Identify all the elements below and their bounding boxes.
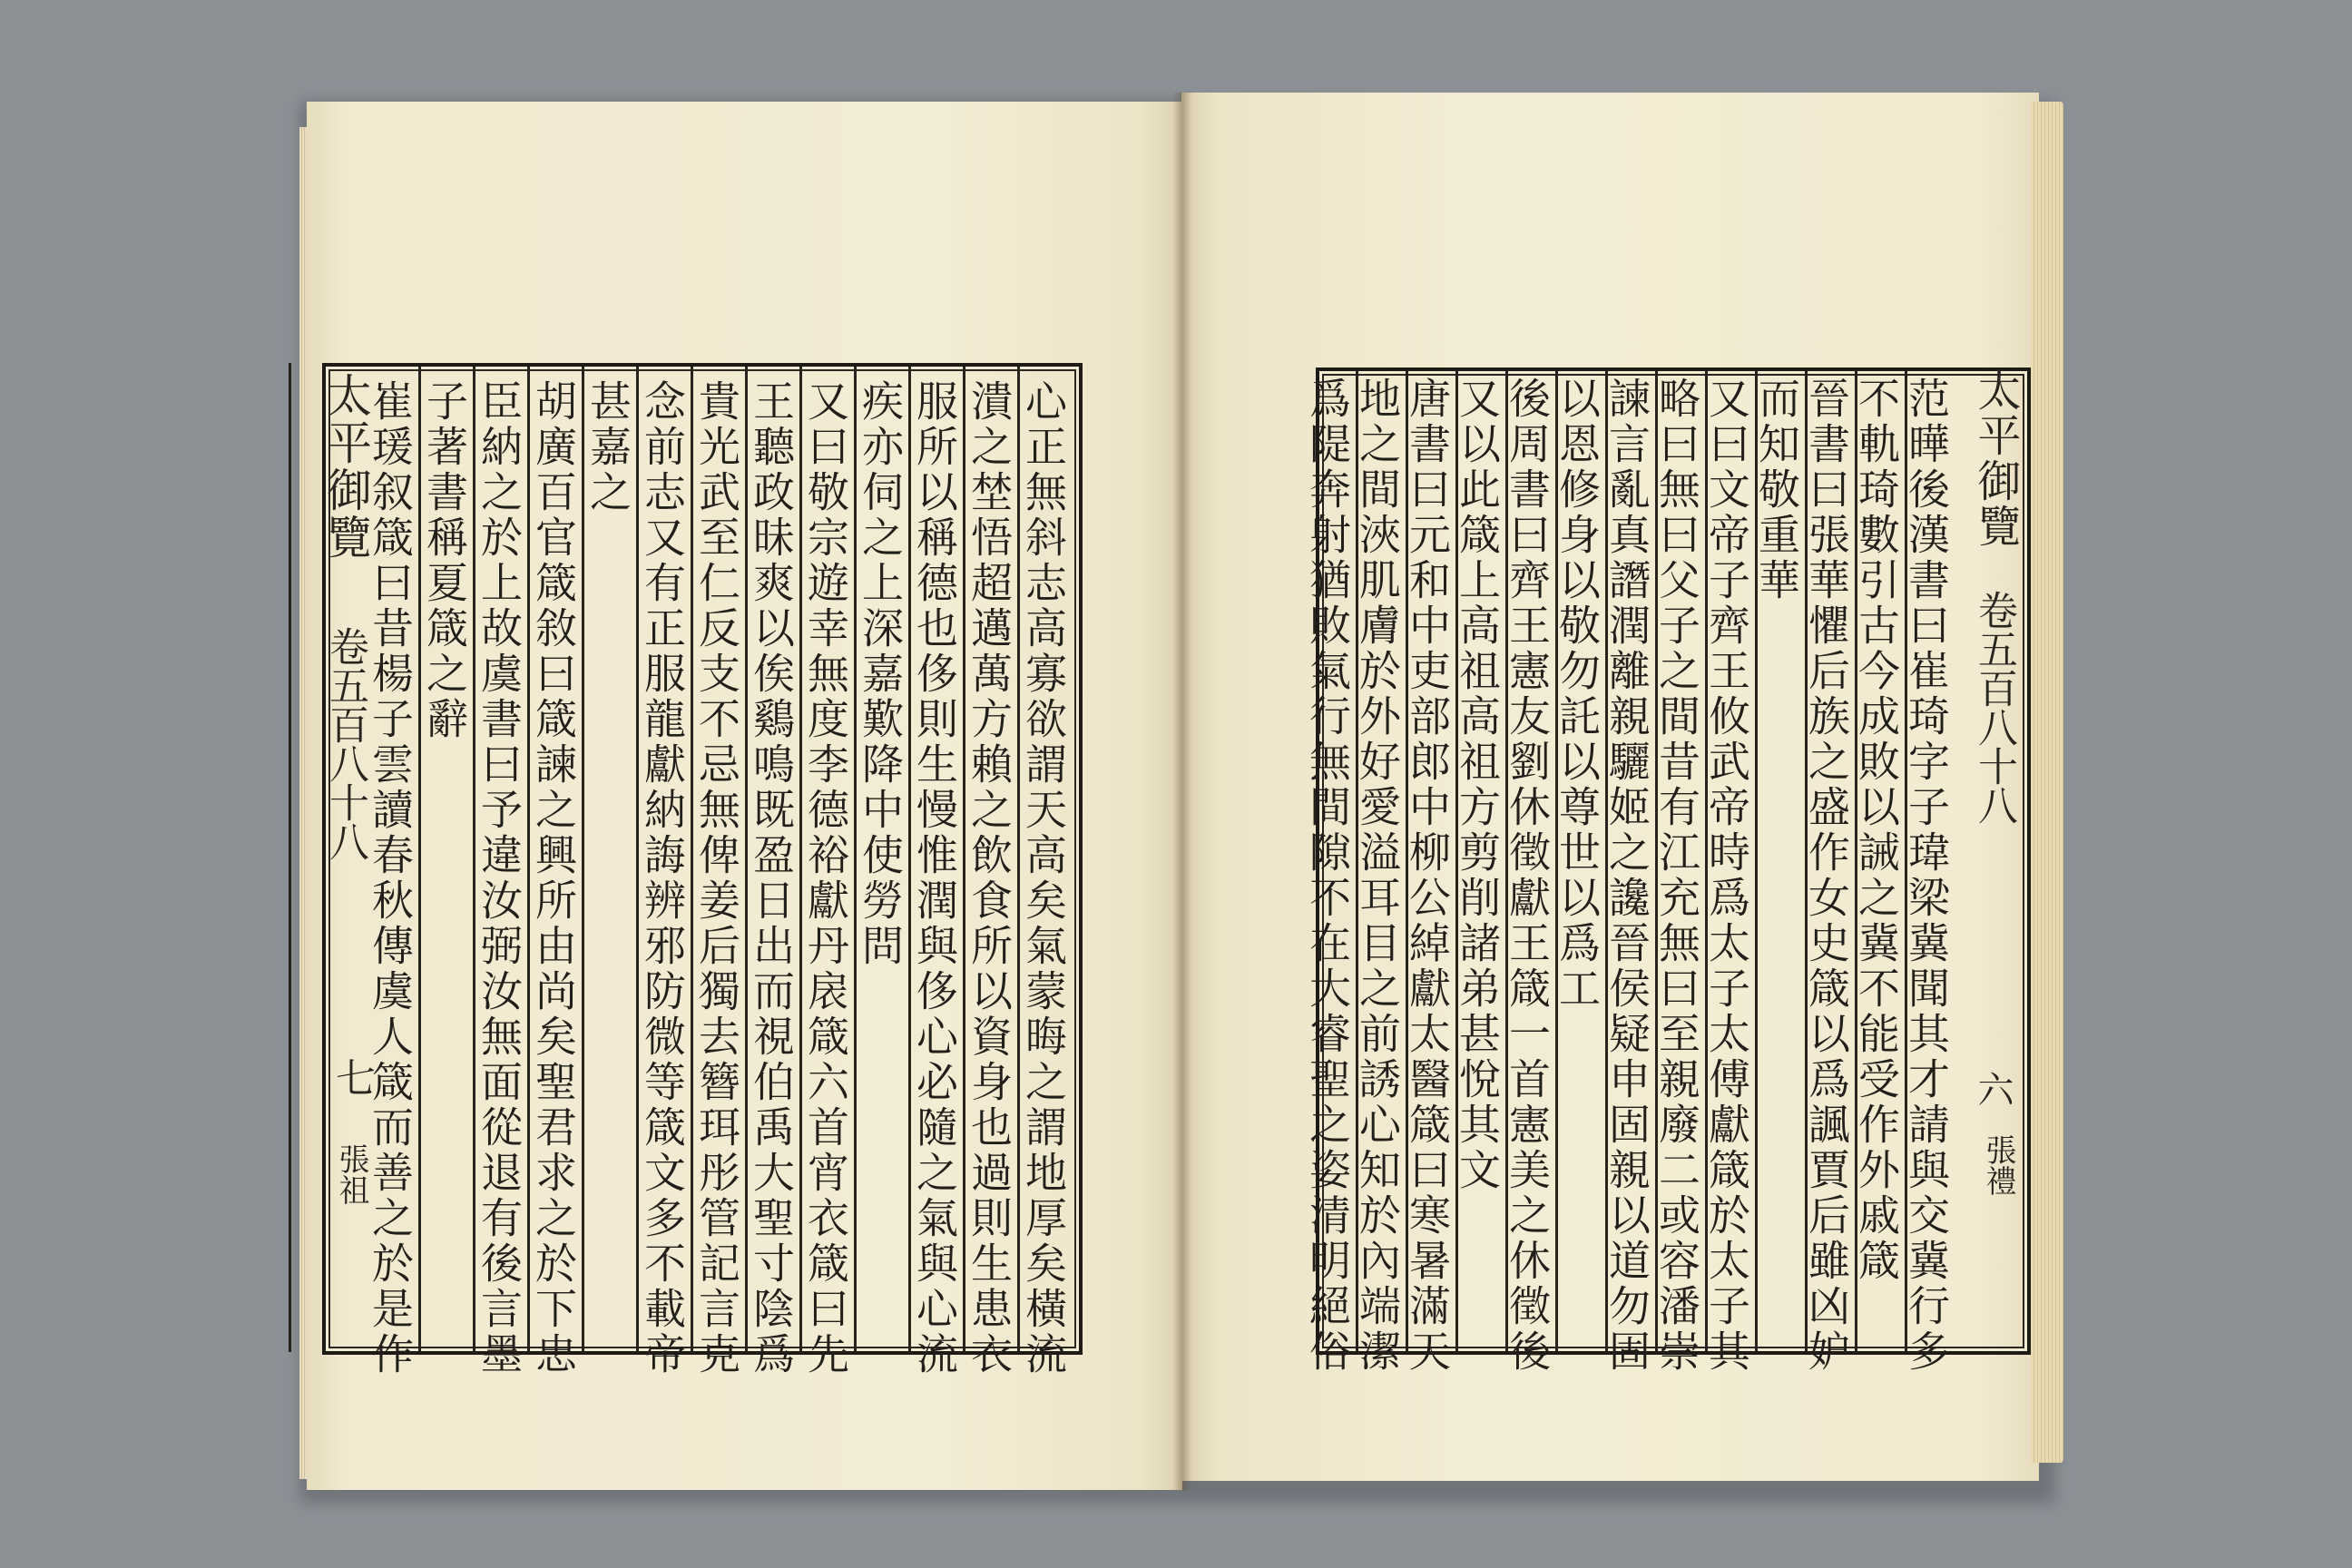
column-rule: [1805, 371, 1808, 1351]
text-column: 不軌琦數引古今成敗以誡之冀不能受作外戚箴: [1852, 377, 1901, 1284]
column-rule: [1505, 371, 1508, 1351]
column-rule: [1406, 371, 1408, 1351]
column-rule: [636, 367, 639, 1351]
text-column: 念前志又有正服龍獻納誨辨邪防微等箴文多不載帝: [638, 379, 687, 1377]
text-column: 又曰文帝子齊王攸武帝時爲太子太傅獻箴於太子其: [1702, 377, 1751, 1375]
column-rule: [1017, 367, 1020, 1351]
right-page-edges: [2031, 102, 2063, 1463]
right-center-folio: 六: [1972, 1071, 2014, 1107]
text-column: 晉書曰張華懼后族之盛作女史箴以爲諷賈后雖凶妒: [1802, 377, 1851, 1375]
column-rule: [963, 367, 965, 1351]
column-rule: [799, 367, 802, 1351]
left-center-carver: 張祖: [333, 1143, 369, 1205]
text-column: 又以此箴上高祖高祖方剪削諸弟甚悅其文: [1453, 377, 1502, 1193]
text-column: 潰之埜悟超邁萬方賴之飲食所以資身也過則生患衣: [965, 379, 1014, 1377]
column-rule: [1655, 371, 1658, 1351]
column-rule: [582, 367, 584, 1351]
right-center-chapter: 卷五百八十八: [1971, 590, 2017, 824]
text-column: 略曰無曰父子之間昔有江充無曰至親廢二或容潘崇: [1652, 377, 1701, 1375]
text-column: 王聽政昧爽以俟鷄鳴既盈日出而視伯禹大聖寸陰爲: [747, 379, 796, 1377]
column-rule: [1855, 371, 1857, 1351]
column-rule: [1705, 371, 1708, 1351]
right-center-carver: 張禮: [1980, 1134, 2016, 1196]
column-rule: [527, 367, 530, 1351]
column-rule: [854, 367, 857, 1351]
column-rule: [1755, 371, 1758, 1351]
column-rule: [1555, 371, 1558, 1351]
column-rule: [908, 367, 911, 1351]
text-column: 諫言亂真譖潤離親驪姬之讒晉侯疑申固親以道勿固: [1602, 377, 1651, 1375]
text-column: 服所以稱德也侈則生慢惟潤與侈心必隨之氣與心流: [910, 379, 959, 1377]
column-rule: [745, 367, 748, 1351]
column-rule: [691, 367, 693, 1351]
left-center-title: 太平御覽: [319, 372, 372, 561]
text-column: 地之間浹肌膚於外好愛溢耳目之前誘心知於內端潔: [1353, 377, 1402, 1375]
text-column: 臣納之於上故虞書曰予違汝弼汝無面從退有後言墨: [475, 379, 524, 1377]
column-rule: [418, 367, 421, 1351]
text-column: 甚嘉之: [583, 379, 632, 515]
right-center-title: 太平御覽: [1970, 368, 2021, 549]
text-column: 疾亦伺之上深嘉歎降中使勞問: [856, 379, 905, 969]
text-column: 崔瑗叙箴曰昔楊子雲讀春秋傳虞人箴而善之於是作: [366, 379, 415, 1377]
text-column: 胡廣百官箴敘曰箴諫之興所由尚矣聖君求之於下忠: [529, 379, 578, 1377]
text-column: 而知敬重華: [1752, 377, 1801, 603]
column-rule: [1356, 371, 1358, 1351]
text-column: 范曄後漢書曰崔琦字子瑋梁冀聞其才請與交冀行多: [1902, 377, 1951, 1375]
column-rule: [1905, 371, 1907, 1351]
text-column: 子著書稱夏箴之辭: [420, 379, 469, 742]
text-column: 以恩修身以敬勿託以尊世以爲工: [1553, 377, 1602, 1012]
text-column: 唐書曰元和中吏部郎中柳公綽獻太醫箴曰寒暑滿天: [1403, 377, 1452, 1375]
column-rule: [1455, 371, 1458, 1351]
text-column: 心正無斜志高寡欲謂天高矣氣蒙晦之謂地厚矣橫流: [1019, 379, 1068, 1377]
column-rule: [1605, 371, 1608, 1351]
book-gutter: [1172, 93, 1192, 1490]
text-column: 又曰敬宗遊幸無度李德裕獻丹扆箴六首宵衣箴曰先: [801, 379, 850, 1377]
left-center-chapter: 卷五百八十八: [322, 626, 368, 860]
left-center-rule: [289, 363, 291, 1352]
text-column: 貴光武至仁反支不忌無俾姜后獨去簪珥彤管記言克: [692, 379, 741, 1377]
left-center-folio: 七: [328, 1057, 375, 1097]
text-column: 後周書曰齊王憲友劉休徵獻王箴一首憲美之休徵後: [1503, 377, 1552, 1375]
column-rule: [473, 367, 475, 1351]
text-column: 爲隄奔射猶敗氣行無間隙不在大睿聖之姿清明絕俗: [1303, 377, 1352, 1375]
